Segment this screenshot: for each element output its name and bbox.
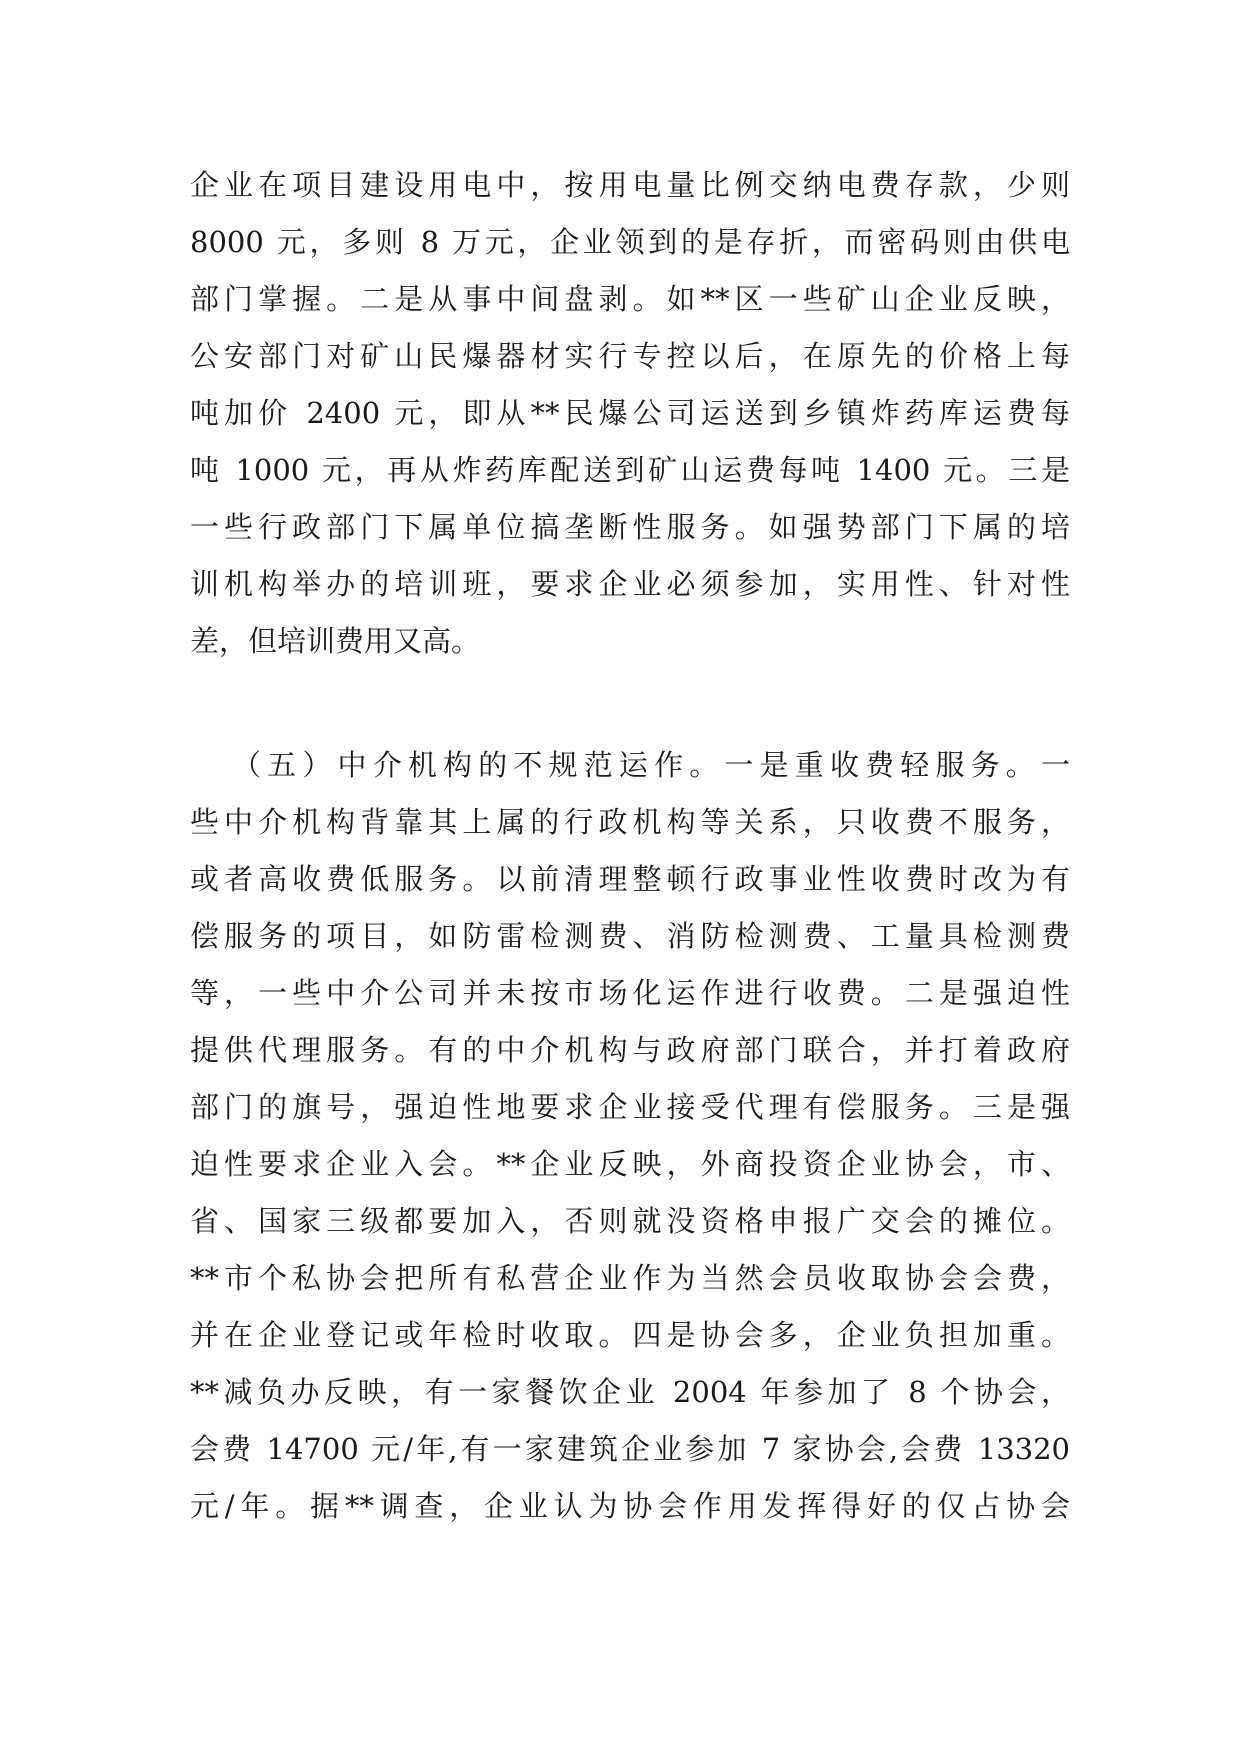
text-line: 元/年。据**调查，企业认为协会作用发挥得好的仅占协会: [190, 1489, 1070, 1523]
text-line: 一些行政部门下属单位搞垄断性服务。如强势部门下属的培: [190, 510, 1070, 544]
text-line: **减负办反映，有一家餐饮企业 2004 年参加了 8 个协会，: [190, 1375, 1070, 1409]
section-heading-line: （五）中介机构的不规范运作。一是重收费轻服务。一: [232, 748, 1070, 782]
text-line: 部门的旗号，强迫性地要求企业接受代理有偿服务。三是强: [190, 1090, 1070, 1124]
text-line: 偿服务的项目，如防雷检测费、消防检测费、工量具检测费: [190, 919, 1070, 953]
text-line: 提供代理服务。有的中介机构与政府部门联合，并打着政府: [190, 1033, 1070, 1067]
paragraph-administrative-services: [190, 157, 1070, 670]
text-line: 部门掌握。二是从事中间盘剥。如**区一些矿山企业反映，: [190, 282, 1070, 316]
text-line: **市个私协会把所有私营企业作为当然会员收取协会会费，: [190, 1261, 1070, 1295]
text-line: 差，但培训费用又高。: [190, 624, 481, 658]
text-line: 吨 1000 元，再从炸药库配送到矿山运费每吨 1400 元。三是: [190, 453, 1070, 487]
text-line: 或者高收费低服务。以前清理整顿行政事业性收费时改为有: [190, 862, 1070, 896]
paragraph-intermediary-agencies: [190, 737, 1070, 1535]
text-line: 会费 14700 元/年,有一家建筑企业参加 7 家协会,会费 13320: [190, 1432, 1070, 1466]
text-line: 等，一些中介公司并未按市场化运作进行收费。二是强迫性: [190, 976, 1070, 1010]
text-line: 些中介机构背靠其上属的行政机构等关系，只收费不服务，: [190, 805, 1070, 839]
text-line: 省、国家三级都要加入，否则就没资格申报广交会的摊位。: [190, 1204, 1070, 1238]
text-line: 吨加价 2400 元，即从**民爆公司运送到乡镇炸药库运费每: [190, 396, 1070, 430]
text-line: 迫性要求企业入会。**企业反映，外商投资企业协会，市、: [190, 1147, 1070, 1181]
text-line: 训机构举办的培训班，要求企业必须参加，实用性、针对性: [190, 567, 1070, 601]
text-line: 企业在项目建设用电中，按用电量比例交纳电费存款，少则: [190, 168, 1070, 202]
text-line: 公安部门对矿山民爆器材实行专控以后，在原先的价格上每: [190, 339, 1070, 373]
text-line: 并在企业登记或年检时收取。四是协会多，企业负担加重。: [190, 1318, 1070, 1352]
text-line: 8000 元，多则 8 万元，企业领到的是存折，而密码则由供电: [190, 225, 1070, 259]
